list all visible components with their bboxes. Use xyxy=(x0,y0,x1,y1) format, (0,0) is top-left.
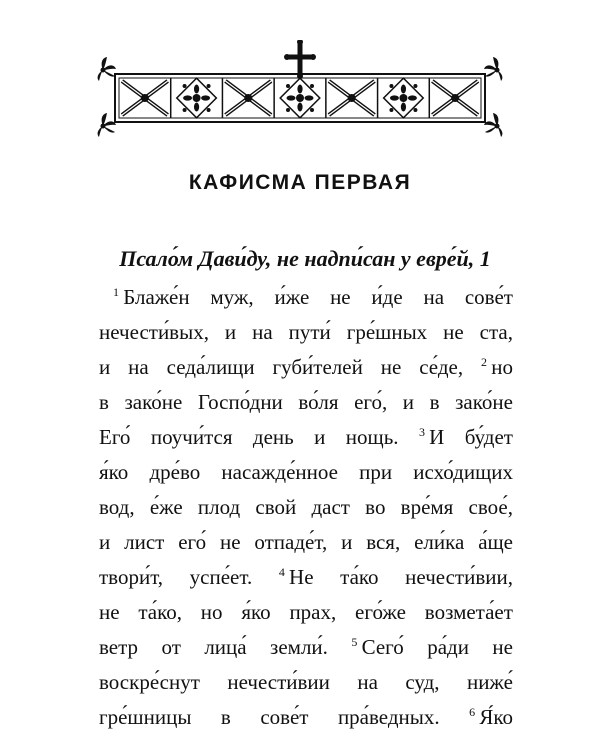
word: во́ля xyxy=(298,390,339,414)
text-line xyxy=(99,665,513,700)
fleuron-dot xyxy=(310,108,314,112)
word: твори́т, xyxy=(99,565,164,589)
word: не xyxy=(219,530,241,554)
word: в xyxy=(220,705,231,729)
fleuron-petal xyxy=(194,85,199,94)
word: я́ко xyxy=(99,460,129,484)
word: ветр xyxy=(99,635,139,659)
word: $^2$ но xyxy=(481,355,513,379)
text-line xyxy=(99,350,513,385)
fleuron-dot xyxy=(207,108,211,112)
word: прах, xyxy=(289,600,337,624)
word: вся, xyxy=(366,530,401,554)
word: $^4$ Не xyxy=(278,565,314,589)
fleuron-dot xyxy=(310,84,314,88)
word: на xyxy=(252,320,273,344)
fleuron-center xyxy=(296,94,304,102)
word: лист xyxy=(124,530,165,554)
text-line xyxy=(99,420,513,455)
text-line xyxy=(99,560,513,595)
word: от xyxy=(161,635,181,659)
fleuron-petal xyxy=(297,103,302,112)
leaf-sprig-icon xyxy=(98,57,116,81)
word: та́ко xyxy=(340,565,379,589)
text-line xyxy=(99,700,513,735)
fleuron-dot xyxy=(413,84,417,88)
fleuron-center xyxy=(193,94,201,102)
word: воскре́снут xyxy=(99,670,200,694)
fleuron-petal xyxy=(401,85,406,94)
word: на xyxy=(423,285,445,309)
ornamental-headpiece xyxy=(85,40,515,140)
word: не xyxy=(492,635,513,659)
text-line xyxy=(99,315,513,350)
word: пути́ xyxy=(288,320,331,344)
text-line xyxy=(99,455,513,490)
word: и xyxy=(341,530,353,554)
text-line xyxy=(99,525,513,560)
word: $^6$ Я́ко xyxy=(469,705,513,729)
verse-number: 4 xyxy=(278,565,285,579)
word: гре́шницы xyxy=(99,705,192,729)
word: я́ко xyxy=(241,600,271,624)
text-line xyxy=(99,385,513,420)
word: Госпо́дни xyxy=(197,390,283,414)
word: но xyxy=(200,600,223,624)
word: и́же xyxy=(274,285,310,309)
word: его́ xyxy=(178,530,207,554)
word: сове́т xyxy=(464,285,513,309)
word: нечести́вии xyxy=(227,670,330,694)
word: нечести́вых, xyxy=(99,320,209,344)
word: вод, xyxy=(99,495,135,519)
fleuron-petal xyxy=(201,95,210,100)
x-center-dot xyxy=(244,94,252,102)
fleuron-petal xyxy=(287,95,296,100)
word: успе́ет. xyxy=(189,565,253,589)
word: и xyxy=(99,530,111,554)
leaf-sprig-icon xyxy=(484,113,502,137)
word: гре́шных xyxy=(346,320,428,344)
word: исхо́дищих xyxy=(413,460,513,484)
fleuron-petal xyxy=(390,95,399,100)
word: и́де xyxy=(371,285,403,309)
word: бу́дет xyxy=(464,425,513,449)
word: земли́. xyxy=(270,635,328,659)
word: ста, xyxy=(479,320,513,344)
word: ниже́ xyxy=(466,670,513,694)
fleuron-dot xyxy=(183,84,187,88)
text-line xyxy=(99,595,513,630)
word: $^5$ Сего́ xyxy=(351,635,404,659)
leaf-sprig-icon xyxy=(98,113,116,137)
fleuron-dot xyxy=(183,108,187,112)
section-title: КАФИСМА ПЕРВАЯ xyxy=(188,171,412,194)
verse-number: 5 xyxy=(351,635,358,649)
word: и xyxy=(224,320,237,344)
word: зако́не xyxy=(455,390,513,414)
word: се́де, xyxy=(419,355,464,379)
word: а́ще xyxy=(478,530,513,554)
fleuron-dot xyxy=(389,108,393,112)
word: не xyxy=(443,320,464,344)
word: нечести́вии, xyxy=(405,565,513,589)
fleuron-petal xyxy=(194,103,199,112)
fleuron-petal xyxy=(183,95,192,100)
fleuron-petal xyxy=(297,85,302,94)
word: его́, xyxy=(354,390,388,414)
word: на xyxy=(128,355,149,379)
word: та́ко, xyxy=(138,600,182,624)
psalm-text xyxy=(99,280,513,735)
word: день xyxy=(252,425,294,449)
fleuron-dot xyxy=(286,108,290,112)
fleuron-dot xyxy=(286,84,290,88)
word: е́же xyxy=(149,495,183,519)
fleuron-petal xyxy=(305,95,314,100)
text-line xyxy=(99,630,513,665)
word: седа́лищи xyxy=(166,355,255,379)
fleuron-center xyxy=(399,94,407,102)
fleuron-petal xyxy=(401,103,406,112)
word: на xyxy=(357,670,378,694)
fleuron-petal xyxy=(408,95,417,100)
verse-number: 2 xyxy=(481,355,488,369)
word: в xyxy=(429,390,440,414)
word: $^3$ И xyxy=(418,425,445,449)
word: и xyxy=(402,390,415,414)
verse-number: 1 xyxy=(113,285,119,299)
verse-number: 6 xyxy=(469,705,476,719)
word: свой xyxy=(255,495,297,519)
word: дре́во xyxy=(149,460,201,484)
fleuron-dot xyxy=(389,84,393,88)
word: сове́т xyxy=(260,705,309,729)
word: зако́не xyxy=(124,390,183,414)
word: при xyxy=(359,460,393,484)
word: суд, xyxy=(405,670,440,694)
word: и xyxy=(314,425,326,449)
x-center-dot xyxy=(141,94,149,102)
word: даст xyxy=(311,495,350,519)
text-line xyxy=(99,490,513,525)
verse-number: 3 xyxy=(418,425,425,439)
word: его́же xyxy=(355,600,406,624)
word: нощь. xyxy=(345,425,399,449)
word: $^1$ Блаже́н xyxy=(113,285,190,309)
word: свое́, xyxy=(468,495,513,519)
word: не xyxy=(99,600,120,624)
word: возмета́ет xyxy=(424,600,513,624)
word: ели́ка xyxy=(414,530,465,554)
x-center-dot xyxy=(451,94,459,102)
word: не xyxy=(330,285,351,309)
word: во xyxy=(365,495,386,519)
text-line xyxy=(99,280,513,315)
word: в xyxy=(99,390,109,414)
word: ра́ди xyxy=(427,635,469,659)
leaf-sprig-icon xyxy=(484,57,502,81)
word: лица́ xyxy=(204,635,247,659)
word: насажде́нное xyxy=(221,460,338,484)
word: плод xyxy=(197,495,241,519)
psalm-heading: Псало́м Дави́ду, не надпи́сан у евре́й, 1 xyxy=(119,246,491,271)
word: губи́телей xyxy=(272,355,363,379)
word: и xyxy=(99,355,111,379)
word: Его́ xyxy=(99,425,131,449)
x-center-dot xyxy=(348,94,356,102)
fleuron-dot xyxy=(207,84,211,88)
word: вре́мя xyxy=(400,495,454,519)
word: отпаде́т, xyxy=(254,530,328,554)
word: не xyxy=(380,355,402,379)
word: пра́ведных. xyxy=(337,705,440,729)
fleuron-dot xyxy=(413,108,417,112)
word: муж, xyxy=(210,285,254,309)
word: поучи́тся xyxy=(150,425,233,449)
